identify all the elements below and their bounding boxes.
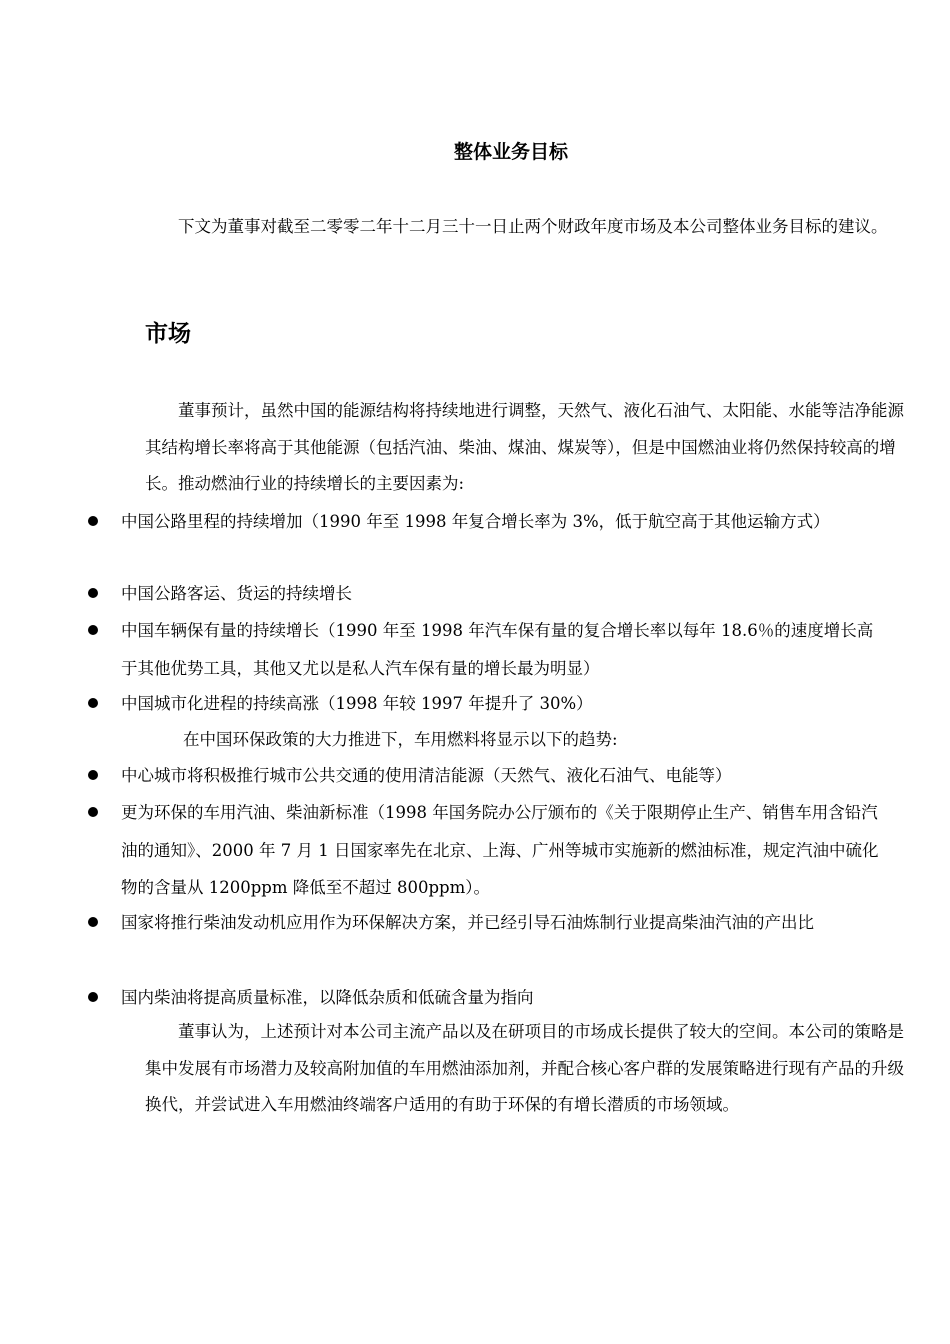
bullet-text: 中国公路客运、货运的持续增长 <box>121 584 352 603</box>
bullet-item <box>88 612 900 687</box>
bullet-item <box>88 904 900 942</box>
bullet-text: 中心城市将积极推行城市公共交通的使用清洁能源（天然气、液化石油气、电能等） <box>121 766 732 785</box>
bullet-item <box>88 685 900 723</box>
bullet-text: 国内柴油将提高质量标准，以降低杂质和低硫含量为指向 <box>121 988 534 1007</box>
bullet-text: 国家将推行柴油发动机应用作为环保解决方案，并已经引导石油炼制行业提高柴油汽油的产出比 <box>121 913 814 932</box>
bullet-text: 更为环保的车用汽油、柴油新标准（1998 年国务院办公厅颁布的《关于限期停止生产、销售车用含铅汽油的通知》、2000 年 7 月 1 日国家率先在北京、上海、广州等城市实施新的燃油标准，规定汽油中硫化物的含量从 1200ppm 降低至不超过 800ppm）。 <box>121 803 879 897</box>
environmental-policy-paragraph: 在中国环保政策的大力推进下，车用燃料将显示以下的趋势: <box>183 730 618 749</box>
bullet-item <box>88 979 900 1017</box>
bullet-text: 中国公路里程的持续增加（1990 年至 1998 年复合增长率为 3%，低于航空高于其他运输方式） <box>121 512 830 531</box>
bullet-dot-icon <box>88 625 98 635</box>
bullet-dot-icon <box>88 770 98 780</box>
bullet-dot-icon <box>88 588 98 598</box>
bullet-dot-icon <box>88 807 98 817</box>
bullet-dot-icon <box>88 698 98 708</box>
bullet-text: 中国城市化进程的持续高涨（1998 年较 1997 年提升了 30%） <box>121 694 593 713</box>
bullet-item <box>88 575 900 613</box>
bullet-dot-icon <box>88 516 98 526</box>
bullet-dot-icon <box>88 992 98 1002</box>
bullet-item <box>88 503 900 541</box>
strategy-paragraph: 董事认为，上述预计对本公司主流产品以及在研项目的市场成长提供了较大的空间。本公司的策略是集中发展有市场潜力及较高附加值的车用燃油添加剂，并配合核心客户群的发展策略进行现有产品的升级换代，并尝试进入车用燃油终端客户适用的有助于环保的有增长潜质的市场领域。 <box>145 1022 904 1114</box>
page-title: 整体业务目标 <box>453 141 568 163</box>
section-heading-market: 市场 <box>145 320 191 347</box>
intro-paragraph: 下文为董事对截至二零零二年十二月三十一日止两个财政年度市场及本公司整体业务目标的建议。 <box>178 217 888 236</box>
bullet-item <box>88 757 900 795</box>
market-forecast-paragraph: 董事预计，虽然中国的能源结构将持续地进行调整，天然气、液化石油气、太阳能、水能等洁净能源其结构增长率将高于其他能源（包括汽油、柴油、煤油、煤炭等），但是中国燃油业将仍然保持较高的增长。推动燃油行业的持续增长的主要因素为: <box>145 401 904 493</box>
bullet-dot-icon <box>88 917 98 927</box>
bullet-text: 中国车辆保有量的持续增长（1990 年至 1998 年汽车保有量的复合增长率以每年 18.6％的速度增长高于其他优势工具，其他又尤以是私人汽车保有量的增长最为明显） <box>121 621 874 678</box>
bullet-item <box>88 794 900 907</box>
